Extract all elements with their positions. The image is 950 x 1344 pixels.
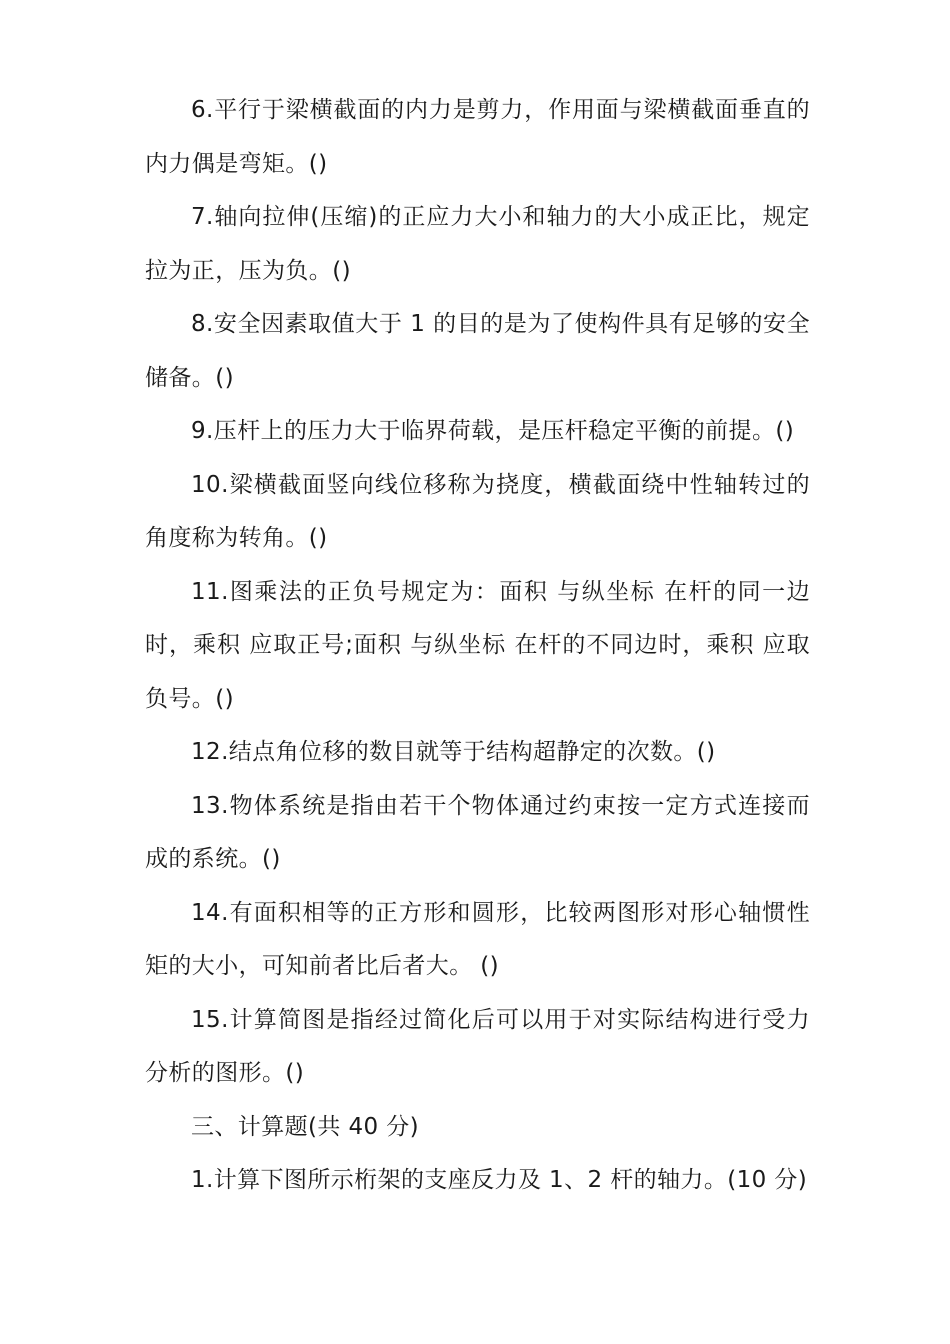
question-12: 12.结点角位移的数目就等于结构超静定的次数。() xyxy=(191,739,716,765)
question-8: 8.安全因素取值大于 1 的目的是为了使构件具有足够的安全储备。() xyxy=(145,311,810,391)
question-9: 9.压杆上的压力大于临界荷载，是压杆稳定平衡的前提。() xyxy=(191,418,795,444)
question-7: 7.轴向拉伸(压缩)的正应力大小和轴力的大小成正比，规定拉为正，压为负。() xyxy=(145,204,810,284)
document-body xyxy=(145,84,810,1208)
question-10: 10.梁横截面竖向线位移称为挠度，横截面绕中性轴转过的角度称为转角。() xyxy=(145,471,810,551)
question-11: 11.图乘法的正负号规定为：面积 与纵坐标 在杆的同一边时，乘积 应取正号;面积 与纵坐标 在杆的不同边时，乘积 应取负号。() xyxy=(145,578,810,712)
question-14: 14.有面积相等的正方形和圆形，比较两图形对形心轴惯性矩的大小，可知前者比后者大。 () xyxy=(145,899,810,979)
calculation-question-1: 1.计算下图所示桁架的支座反力及 1、2 杆的轴力。(10 分) xyxy=(191,1167,808,1193)
section-heading-calculation: 三、计算题(共 40 分) xyxy=(191,1113,420,1140)
question-13: 13.物体系统是指由若干个物体通过约束按一定方式连接而成的系统。() xyxy=(145,792,810,872)
question-15: 15.计算简图是指经过简化后可以用于对实际结构进行受力分析的图形。() xyxy=(145,1006,810,1086)
question-6: 6.平行于梁横截面的内力是剪力，作用面与梁横截面垂直的内力偶是弯矩。() xyxy=(145,97,810,177)
